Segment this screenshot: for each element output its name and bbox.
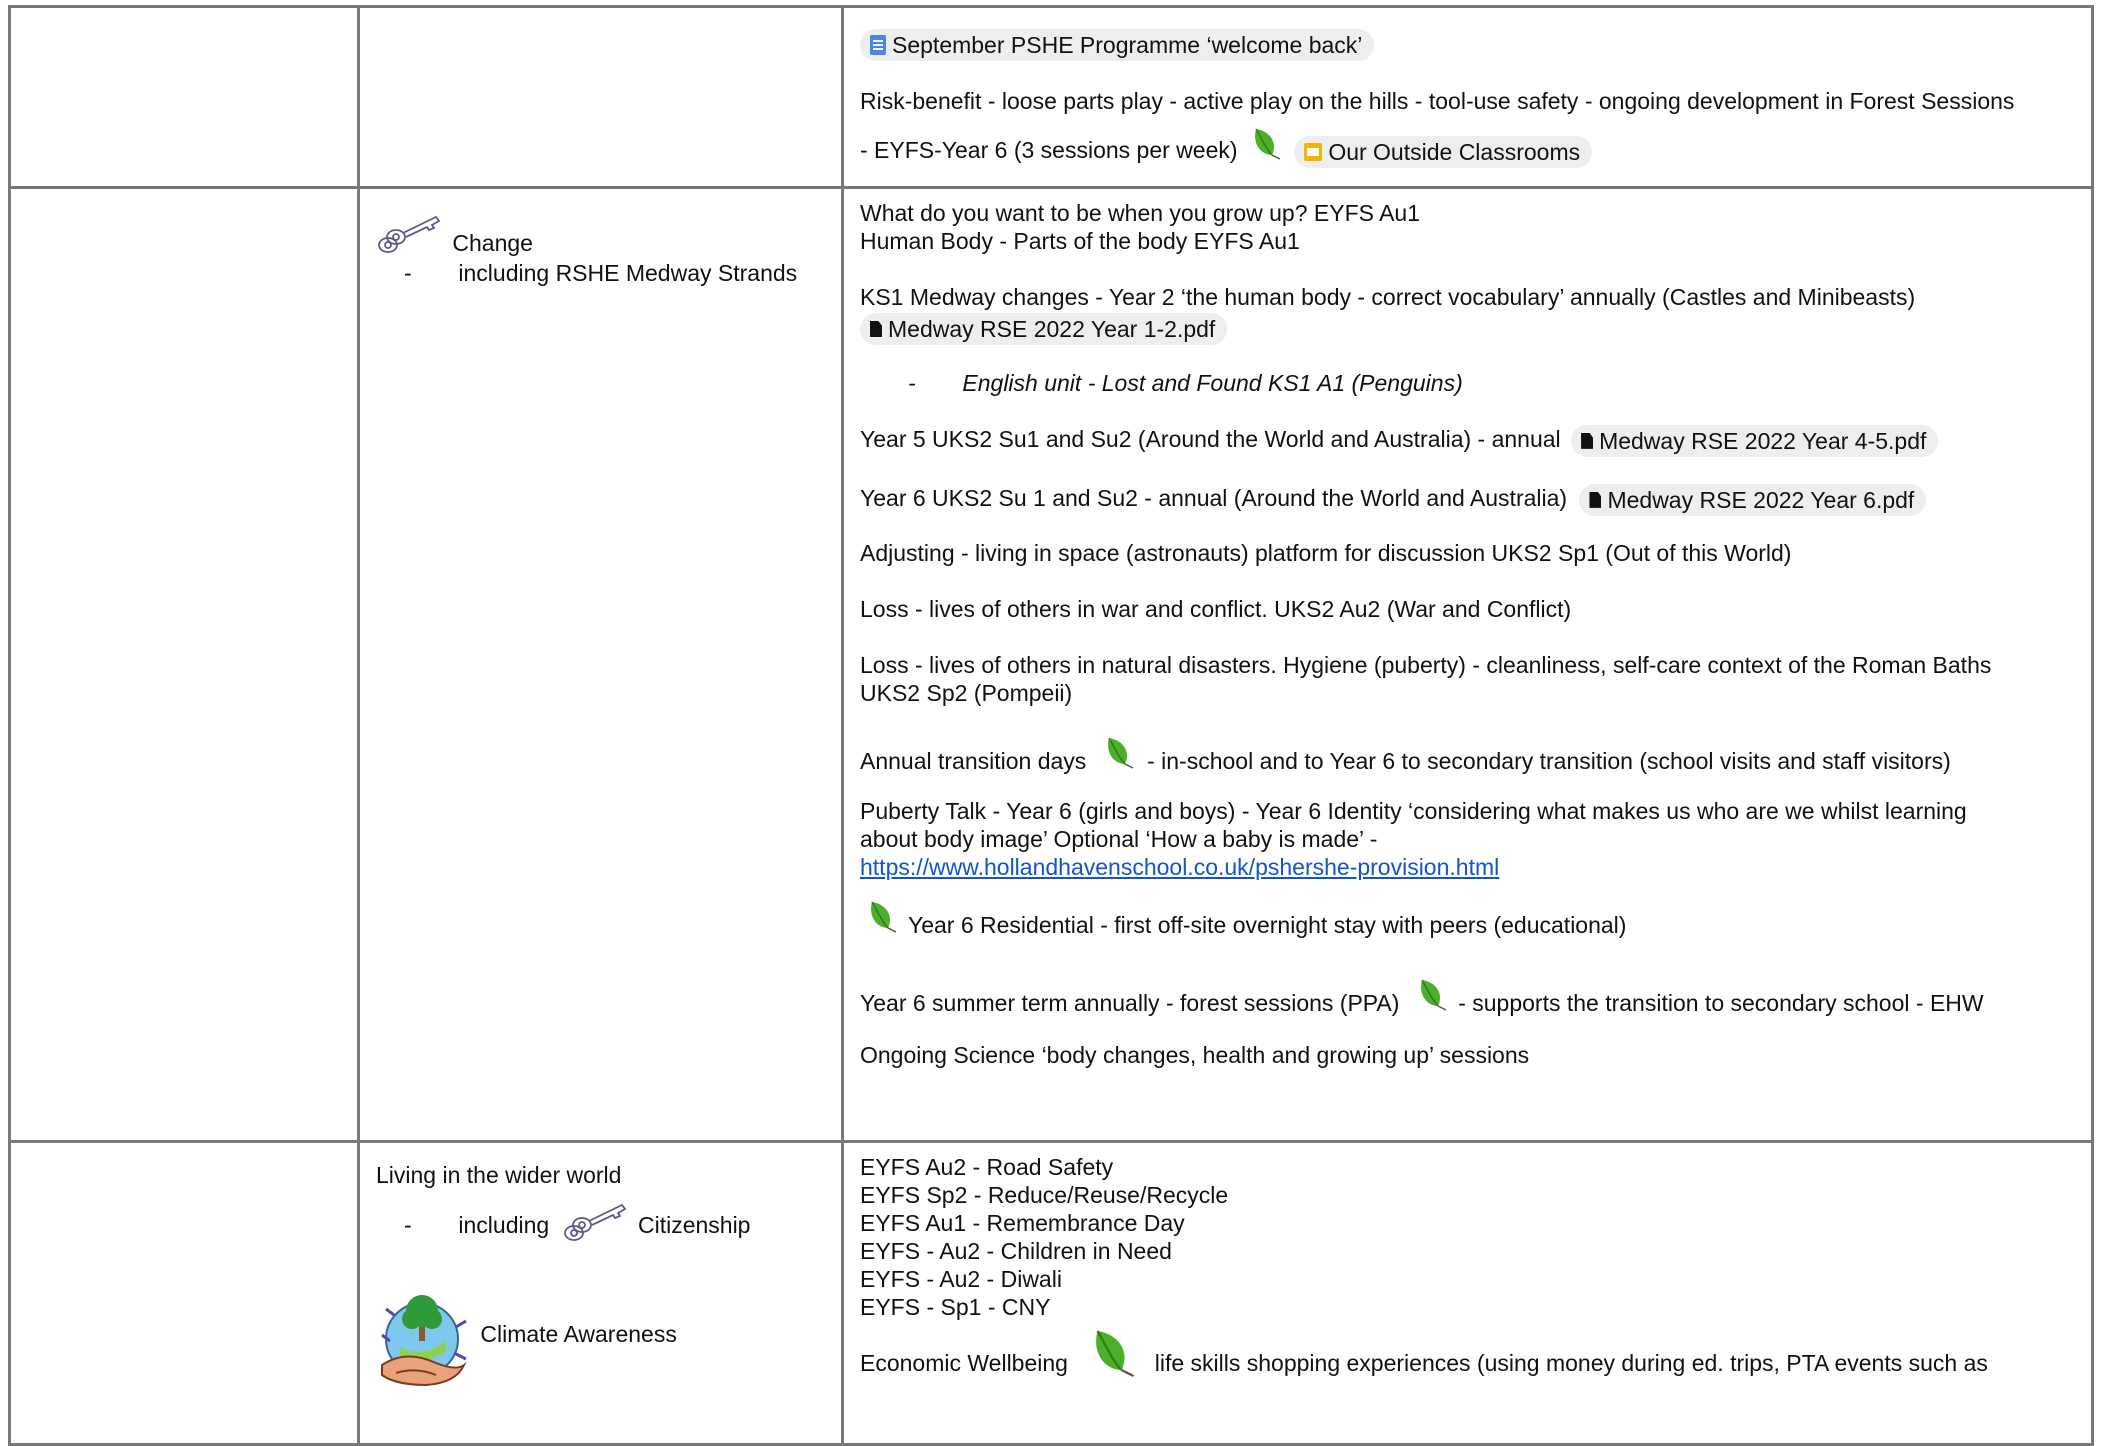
table-cell-empty <box>359 7 843 188</box>
paragraph: - supports the transition to secondary school - EHW <box>1458 990 1984 1016</box>
chip-label: Medway RSE 2022 Year 1-2.pdf <box>888 316 1216 342</box>
bullet-dash: - <box>404 260 412 286</box>
strand-title: Change <box>452 230 533 256</box>
paragraph: Year 6 summer term annually - forest sessions (PPA) <box>860 990 1400 1016</box>
leaf-icon <box>1416 978 1450 1014</box>
paragraph: EYFS - Au2 - Diwali <box>860 1266 1062 1292</box>
paragraph: EYFS - Au2 - Children in Need <box>860 1238 1172 1264</box>
paragraph: - EYFS-Year 6 (3 sessions per week) <box>860 137 1238 163</box>
leaf-icon <box>1088 1328 1140 1382</box>
chip-label: September PSHE Programme ‘welcome back’ <box>892 32 1363 58</box>
strand-bullet: including <box>458 1212 550 1238</box>
paragraph: Year 5 UKS2 Su1 and Su2 (Around the World and Australia) - annual <box>860 426 1561 452</box>
paragraph: EYFS Au1 - Remembrance Day <box>860 1210 1185 1236</box>
smart-chip-programme[interactable] <box>860 29 1374 61</box>
paragraph: Ongoing Science ‘body changes, health and growing up’ sessions <box>860 1042 1530 1068</box>
paragraph: UKS2 Sp2 (Pompeii) <box>860 680 1073 706</box>
bullet-dash: - <box>404 1212 412 1238</box>
chip-label: Medway RSE 2022 Year 4-5.pdf <box>1599 427 1927 454</box>
climate-label: Climate Awareness <box>480 1321 677 1347</box>
table-cell-content <box>843 188 2093 1142</box>
smart-chip-outside-classrooms[interactable] <box>1294 136 1592 168</box>
paragraph: Risk-benefit - loose parts play - active play on the hills - tool-use safety - ongoing development in Forest Sessions <box>860 88 2015 114</box>
pdf-file-icon <box>1581 433 1593 449</box>
key-icon <box>376 209 442 257</box>
paragraph: life skills shopping experiences (using money during ed. trips, PTA events such as <box>1154 1350 1988 1376</box>
paragraph: - in-school and to Year 6 to secondary transition (school visits and staff visitors) <box>1147 748 1951 774</box>
table-cell-content <box>843 1142 2093 1445</box>
paragraph: Puberty Talk - Year 6 (girls and boys) - Year 6 Identity ‘considering what makes us who are we whilst learning <box>860 798 1967 824</box>
table-row <box>10 188 2093 1142</box>
paragraph: Economic Wellbeing <box>860 1350 1068 1376</box>
bullet-dash: - <box>908 370 916 396</box>
paragraph: What do you want to be when you grow up? EYFS Au1 <box>860 200 1421 226</box>
pdf-file-icon <box>1589 492 1601 508</box>
provision-link[interactable]: https://www.hollandhavenschool.co.uk/pshershe-provision.html <box>860 854 1500 880</box>
table-cell-strand <box>359 188 843 1142</box>
strand-title: Living in the wider world <box>376 1162 622 1188</box>
google-doc-icon <box>870 35 886 55</box>
strand-bullet: including RSHE Medway Strands <box>458 260 798 286</box>
smart-chip-rse-6[interactable] <box>1579 484 1926 516</box>
paragraph: Adjusting - living in space (astronauts) platform for discussion UKS2 Sp1 (Out of this World) <box>860 540 1792 566</box>
smart-chip-rse-4-5[interactable] <box>1571 425 1938 457</box>
paragraph: Loss - lives of others in war and conflict. UKS2 Au2 (War and Conflict) <box>860 596 1572 622</box>
paragraph: about body image’ Optional ‘How a baby is made’ - <box>860 826 1378 852</box>
table-cell-empty <box>10 7 359 188</box>
table-cell-empty <box>10 188 359 1142</box>
paragraph: English unit - Lost and Found KS1 A1 (Penguins) <box>962 370 1463 396</box>
strand-bullet: Citizenship <box>637 1212 751 1238</box>
smart-chip-rse-1-2[interactable] <box>860 313 1227 345</box>
google-slides-icon <box>1304 143 1322 161</box>
chip-label: Our Outside Classrooms <box>1328 138 1581 165</box>
paragraph: Annual transition days <box>860 748 1087 774</box>
table-cell-empty <box>10 1142 359 1445</box>
paragraph: KS1 Medway changes - Year 2 ‘the human body - correct vocabulary’ annually (Castles and Minibeasts) <box>860 284 1916 310</box>
table-row <box>10 7 2093 188</box>
paragraph: EYFS - Sp1 - CNY <box>860 1294 1051 1320</box>
climate-hands-icon <box>376 1281 472 1389</box>
leaf-icon <box>866 900 900 936</box>
paragraph: Human Body - Parts of the body EYFS Au1 <box>860 228 1300 254</box>
curriculum-table <box>8 5 2094 1446</box>
table-cell-content <box>843 7 2093 188</box>
pdf-file-icon <box>870 321 882 337</box>
table-cell-strand <box>359 1142 843 1445</box>
key-icon <box>562 1197 628 1245</box>
table-row <box>10 1142 2093 1445</box>
chip-label: Medway RSE 2022 Year 6.pdf <box>1607 486 1915 513</box>
leaf-icon <box>1103 736 1137 772</box>
paragraph: EYFS Sp2 - Reduce/Reuse/Recycle <box>860 1182 1229 1208</box>
leaf-icon <box>1250 127 1284 163</box>
paragraph: EYFS Au2 - Road Safety <box>860 1154 1114 1180</box>
paragraph: Loss - lives of others in natural disasters. Hygiene (puberty) - cleanliness, self-care context of the Roman Baths <box>860 652 1992 678</box>
paragraph: Year 6 UKS2 Su 1 and Su2 - annual (Around the World and Australia) <box>860 485 1568 511</box>
paragraph: Year 6 Residential - first off-site overnight stay with peers (educational) <box>907 912 1627 938</box>
